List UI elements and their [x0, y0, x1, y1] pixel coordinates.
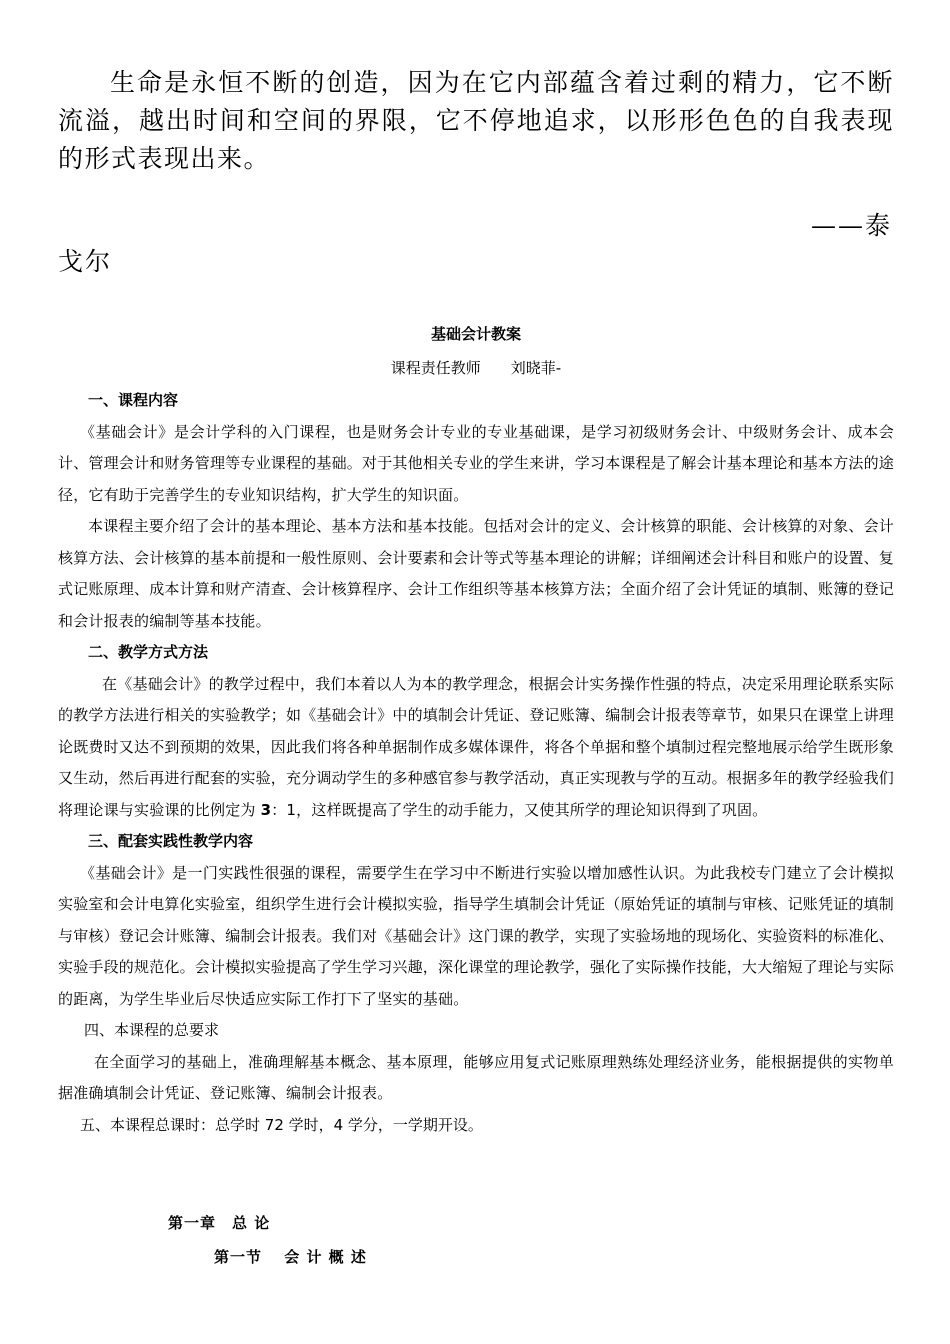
- section-2-paragraph: [58, 669, 894, 827]
- section-2-text: 在《基础会计》的教学过程中，我们本着以人为本的教学理念，根据会计实务操作性强的特点，决定采用理论联系实际的教学方法进行相关的实验教学；如《基础会计》中的填制会计凭证、登记账簿、编制会计报表等章节，如果只在课堂上讲理论既费时又达不到预期的效果，因此我们将各种单据制作成多媒体课件，将各个单据和整个填制过程完整地展示给学生既形象又生动，然后再进行配套的实验，充分调动学生的多种感官参与教学活动，真正实现教与学的互动。根据多年的教学经验我们将理论课与实验课的比例定为: [58, 674, 895, 819]
- section-heading-5: 五、本课程总课时：总学时 72 学时，4 学分，一学期开设。: [80, 1115, 483, 1134]
- section-4-paragraph: 在全面学习的基础上，准确理解基本概念、基本原理，能够应用复式记账原理熟练处理经济业务，能根据提供的实物单据准确填制会计凭证、登记账簿、编制会计报表。: [58, 1052, 894, 1102]
- document-title: 基础会计教案: [430, 325, 521, 343]
- section-heading-3: 三、配套实践性教学内容: [88, 832, 254, 850]
- quote-author-dash: ——泰: [810, 211, 892, 240]
- teacher-name: 刘晓菲-: [510, 359, 562, 377]
- section-heading-2: 二、教学方式方法: [88, 643, 209, 661]
- section-1-paragraph-1: 《基础会计》是会计学科的入门课程，也是财务会计专业的专业基础课，是学习初级财务会计、中级财务会计、成本会计、管理会计和财务管理等专业课程的基础。对于其他相关专业的学生来讲，学习本课程是了解会计基本理论和基本方法的途径，它有助于完善学生的专业知识结构，扩大学生的知识面。: [58, 422, 895, 504]
- section-heading-4: 四、本课程的总要求: [84, 1021, 220, 1039]
- section-title: 第一节 会 计 概 述: [214, 1248, 367, 1266]
- ratio-number: 3: [260, 800, 272, 819]
- section-heading-1: 一、课程内容: [88, 391, 179, 409]
- section-2-text-tail: ：1，这样既提高了学生的动手能力，又使其所学的理论知识得到了巩固。: [271, 800, 768, 819]
- chapter-title: 第一章 总 论: [168, 1214, 271, 1232]
- section-1-paragraph-2: 本课程主要介绍了会计的基本理论、基本方法和基本技能。包括对会计的定义、会计核算的职能、会计核算的对象、会计核算方法、会计核算的基本前提和一般性原则、会计要素和会计等式等基本理论的讲解；详细阐述会计科目和账户的设置、复式记账原理、成本计算和财产清查、会计核算程序、会计工作组织等基本核算方法；全面介绍了会计凭证的填制、账簿的登记和会计报表的编制等基本技能。: [58, 517, 895, 630]
- quote-author-tail: 戈尔: [58, 247, 113, 276]
- teacher-role: 课程责任教师: [390, 359, 481, 377]
- quote-text: 生命是永恒不断的创造，因为在它内部蕴含着过剩的精力，它不断流溢，越出时间和空间的界限，它不停地追求，以形形色色的自我表现的形式表现出来。: [58, 68, 894, 173]
- lesson-plan: [58, 318, 894, 1141]
- section-3-paragraph: 《基础会计》是一门实践性很强的课程，需要学生在学习中不断进行实验以增加感性认识。为此我校专门建立了会计模拟实验室和会计电算化实验室，组织学生进行会计模拟实验，指导学生填制会计凭证（原始凭证的填制与审核、记账凭证的填制与审核）登记会计账簿、编制会计报表。我们对《基础会计》这门课的教学，实现了实验场地的现场化、实验资料的标准化、实验手段的规范化。会计模拟实验提高了学生学习兴趣，深化课堂的理论教学，强化了实际操作技能，大大缩短了理论与实际的距离，为学生毕业后尽快适应实际工作打下了坚实的基础。: [58, 863, 895, 1008]
- document-subtitle: [58, 351, 894, 385]
